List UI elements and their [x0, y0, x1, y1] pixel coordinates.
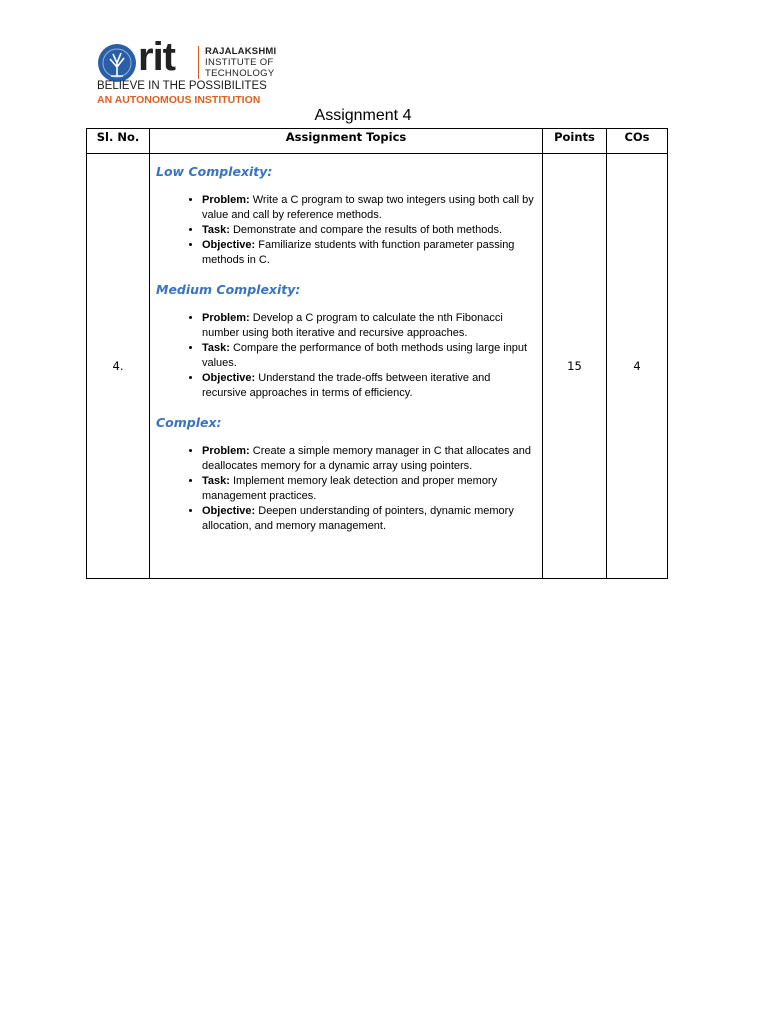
page-title: Assignment 4 — [314, 107, 412, 124]
logo-subtitle: AN AUTONOMOUS INSTITUTION — [97, 94, 261, 106]
item-text: Implement memory leak detection and proper memory management practices. — [202, 475, 498, 502]
list-item — [202, 238, 536, 268]
section-list-complex — [156, 444, 536, 534]
item-text: Write a C program to swap two integers using both call by value and call by reference methods. — [202, 194, 534, 221]
logo-name-line-3: TECHNOLOGY — [205, 68, 275, 79]
header-cos: COs — [607, 129, 668, 154]
logo-institution-name — [205, 46, 276, 79]
institution-logo — [97, 35, 297, 107]
list-item — [202, 311, 536, 341]
logo-brand-text: rit — [138, 35, 175, 79]
item-text: Compare the performance of both methods using large input values. — [202, 342, 528, 369]
item-label: Objective: — [202, 505, 256, 517]
table-row — [87, 154, 668, 579]
header-points: Points — [543, 129, 607, 154]
item-label: Task: — [202, 342, 230, 354]
item-label: Problem: — [202, 312, 250, 324]
cell-sl-no: 4. — [87, 154, 150, 579]
section-heading-complex: Complex: — [156, 415, 222, 430]
list-item — [202, 444, 536, 474]
section-heading-medium: Medium Complexity: — [156, 282, 301, 297]
item-text: Create a simple memory manager in C that allocates and deallocates memory for a dynamic array using pointers. — [202, 445, 531, 472]
cell-assignment-topics — [150, 154, 543, 579]
logo-tagline: BELIEVE IN THE POSSIBILITES — [97, 80, 267, 92]
list-item — [202, 193, 536, 223]
list-item — [202, 223, 536, 238]
logo-divider — [198, 46, 199, 79]
cell-points: 15 — [543, 154, 607, 579]
list-item — [202, 504, 536, 534]
item-text: Familiarize students with function parameter passing methods in C. — [202, 239, 515, 266]
item-text: Demonstrate and compare the results of both methods. — [232, 224, 503, 236]
item-label: Problem: — [202, 445, 250, 457]
item-label: Problem: — [202, 194, 250, 206]
item-label: Objective: — [202, 372, 256, 384]
item-text: Understand the trade-offs between iterative and recursive approaches in terms of efficiency. — [202, 372, 491, 399]
item-text: Develop a C program to calculate the nth Fibonacci number using both iterative and recursive approaches. — [202, 312, 503, 339]
logo-name-line-2: INSTITUTE OF — [205, 57, 274, 68]
item-label: Task: — [202, 475, 230, 487]
section-heading-low: Low Complexity: — [156, 164, 273, 179]
list-item — [202, 371, 536, 401]
list-item — [202, 341, 536, 371]
logo-name-line-1: RAJALAKSHMI — [205, 46, 277, 57]
cell-cos: 4 — [607, 154, 668, 579]
header-sl-no: Sl. No. — [87, 129, 150, 154]
section-list-low — [156, 193, 536, 268]
section-list-medium — [156, 311, 536, 401]
table-header-row — [87, 129, 668, 154]
list-item — [202, 474, 536, 504]
tree-emblem-icon — [97, 43, 137, 83]
assignment-table — [86, 128, 668, 579]
item-label: Objective: — [202, 239, 256, 251]
item-text: Deepen understanding of pointers, dynamic memory allocation, and memory management. — [202, 505, 514, 532]
header-assignment-topics: Assignment Topics — [150, 129, 543, 154]
item-label: Task: — [202, 224, 230, 236]
